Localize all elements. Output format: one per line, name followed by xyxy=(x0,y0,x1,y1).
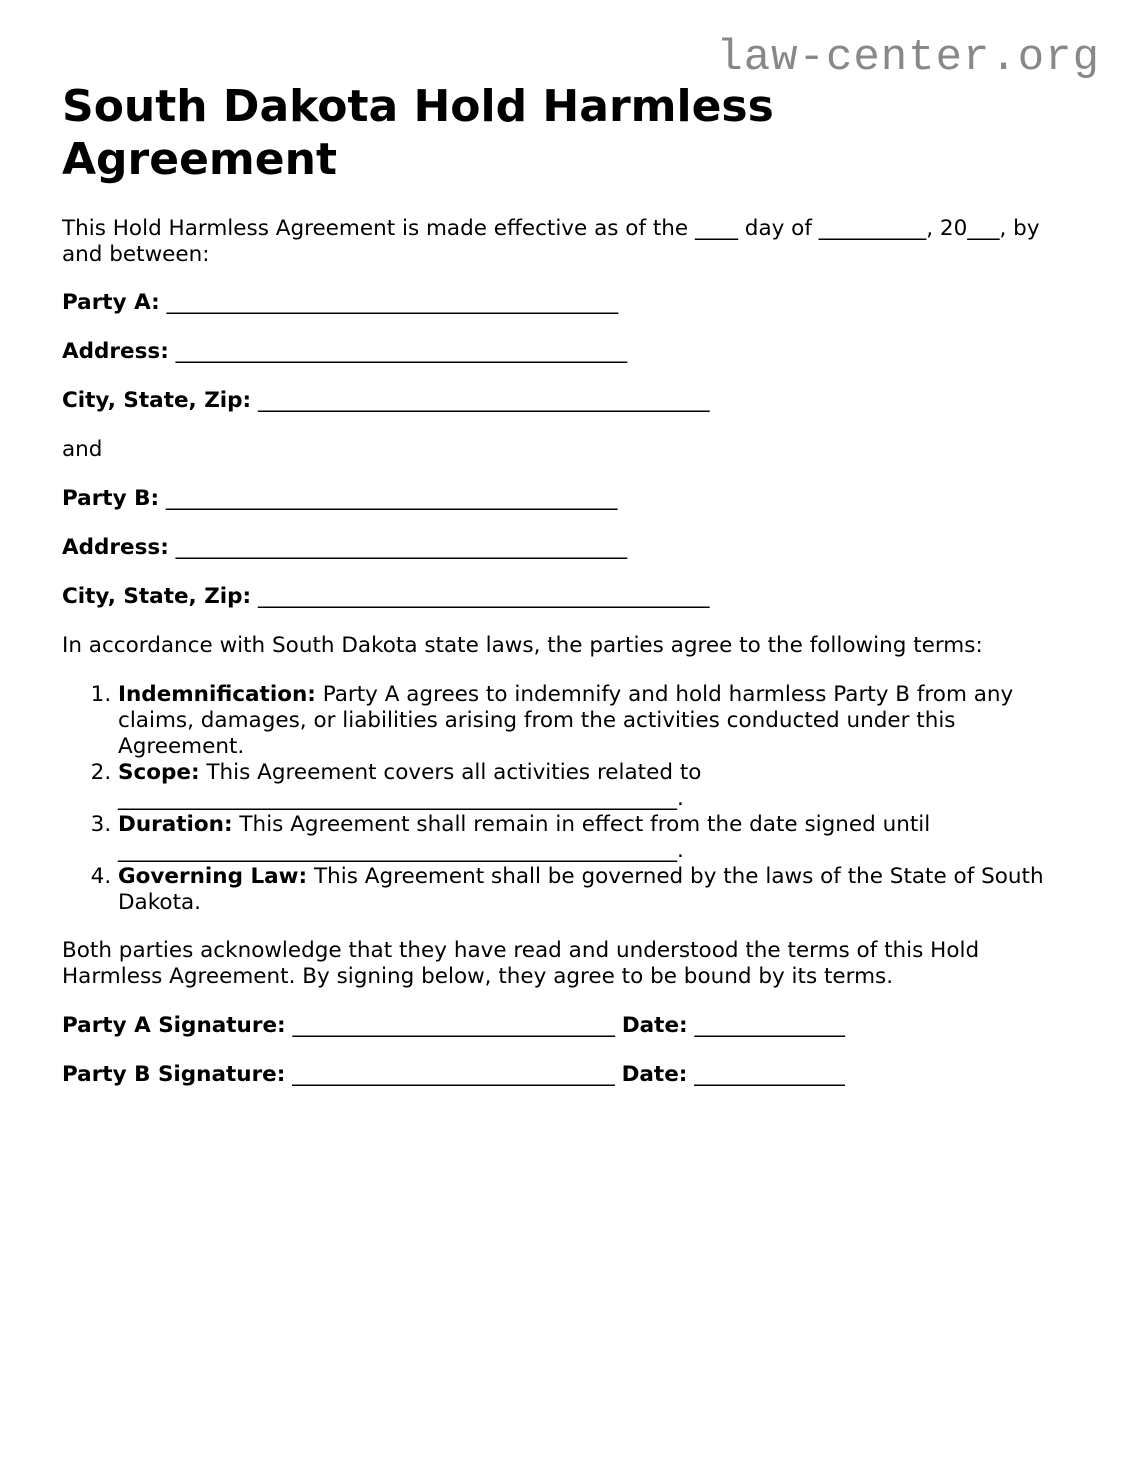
term-heading: Duration: xyxy=(118,812,233,837)
blank-line[interactable]: __________________________________________ xyxy=(166,290,619,315)
intro-paragraph: This Hold Harmless Agreement is made effective as of the ____ day of __________, 20___, by and between: xyxy=(62,216,1040,267)
term-heading: Scope: xyxy=(118,760,200,785)
party-b-city-field[interactable] xyxy=(62,584,1082,610)
blank-line[interactable]: __________________________________________ xyxy=(175,535,628,560)
term-governing-law xyxy=(118,864,1082,916)
terms-list xyxy=(62,682,1082,916)
date-label: Date: xyxy=(621,1013,688,1038)
date-label: Date: xyxy=(621,1062,688,1087)
party-a-city-field[interactable] xyxy=(62,388,1082,414)
blank-line[interactable]: __________________________________________ xyxy=(258,584,710,609)
field-label: Address: xyxy=(62,535,169,560)
date-line[interactable]: ______________ xyxy=(694,1062,845,1087)
signature-label: Party A Signature: xyxy=(62,1013,286,1038)
term-heading: Governing Law: xyxy=(118,864,308,889)
blank-line[interactable]: __________________________________________ xyxy=(175,339,628,364)
document-body xyxy=(62,216,1082,1111)
signature-line[interactable]: ______________________________ xyxy=(292,1013,615,1038)
party-a-signature-row[interactable] xyxy=(62,1013,1082,1039)
signature-label: Party B Signature: xyxy=(62,1062,286,1087)
field-label: Party B: xyxy=(62,486,160,511)
term-heading: Indemnification: xyxy=(118,682,316,707)
date-line[interactable]: ______________ xyxy=(694,1013,845,1038)
term-text: This Agreement shall remain in effect from the date signed until ____________________________________________________. xyxy=(118,812,931,863)
field-label: City, State, Zip: xyxy=(62,584,252,609)
field-label: Address: xyxy=(62,339,169,364)
closing-paragraph: Both parties acknowledge that they have read and understood the terms of this Hold Harmless Agreement. By signing below, they agree to be bound by its terms. xyxy=(62,938,980,989)
party-a-name-field[interactable] xyxy=(62,290,1082,316)
party-a-address-field[interactable] xyxy=(62,339,1082,365)
blank-line[interactable]: __________________________________________ xyxy=(258,388,710,413)
term-text: This Agreement covers all activities related to ____________________________________________________. xyxy=(118,760,702,811)
signature-line[interactable]: ______________________________ xyxy=(292,1062,615,1087)
terms-intro: In accordance with South Dakota state laws, the parties agree to the following terms: xyxy=(62,633,983,658)
field-label: Party A: xyxy=(62,290,160,315)
term-text: Party A agrees to indemnify and hold harmless Party B from any claims, damages, or liabilities arising from the activities conducted under this Agreement. xyxy=(118,682,1014,759)
document-title: South Dakota Hold Harmless Agreement xyxy=(62,81,774,185)
term-scope xyxy=(118,760,1082,812)
and-text: and xyxy=(62,437,103,462)
party-b-name-field[interactable] xyxy=(62,486,1082,512)
term-indemnification xyxy=(118,682,1082,760)
watermark: law-center.org xyxy=(716,33,1100,83)
blank-line[interactable]: __________________________________________ xyxy=(165,486,618,511)
term-duration xyxy=(118,812,1082,864)
term-text: This Agreement shall be governed by the laws of the State of South Dakota. xyxy=(118,864,1044,915)
party-b-address-field[interactable] xyxy=(62,535,1082,561)
field-label: City, State, Zip: xyxy=(62,388,252,413)
party-b-signature-row[interactable] xyxy=(62,1062,1082,1088)
